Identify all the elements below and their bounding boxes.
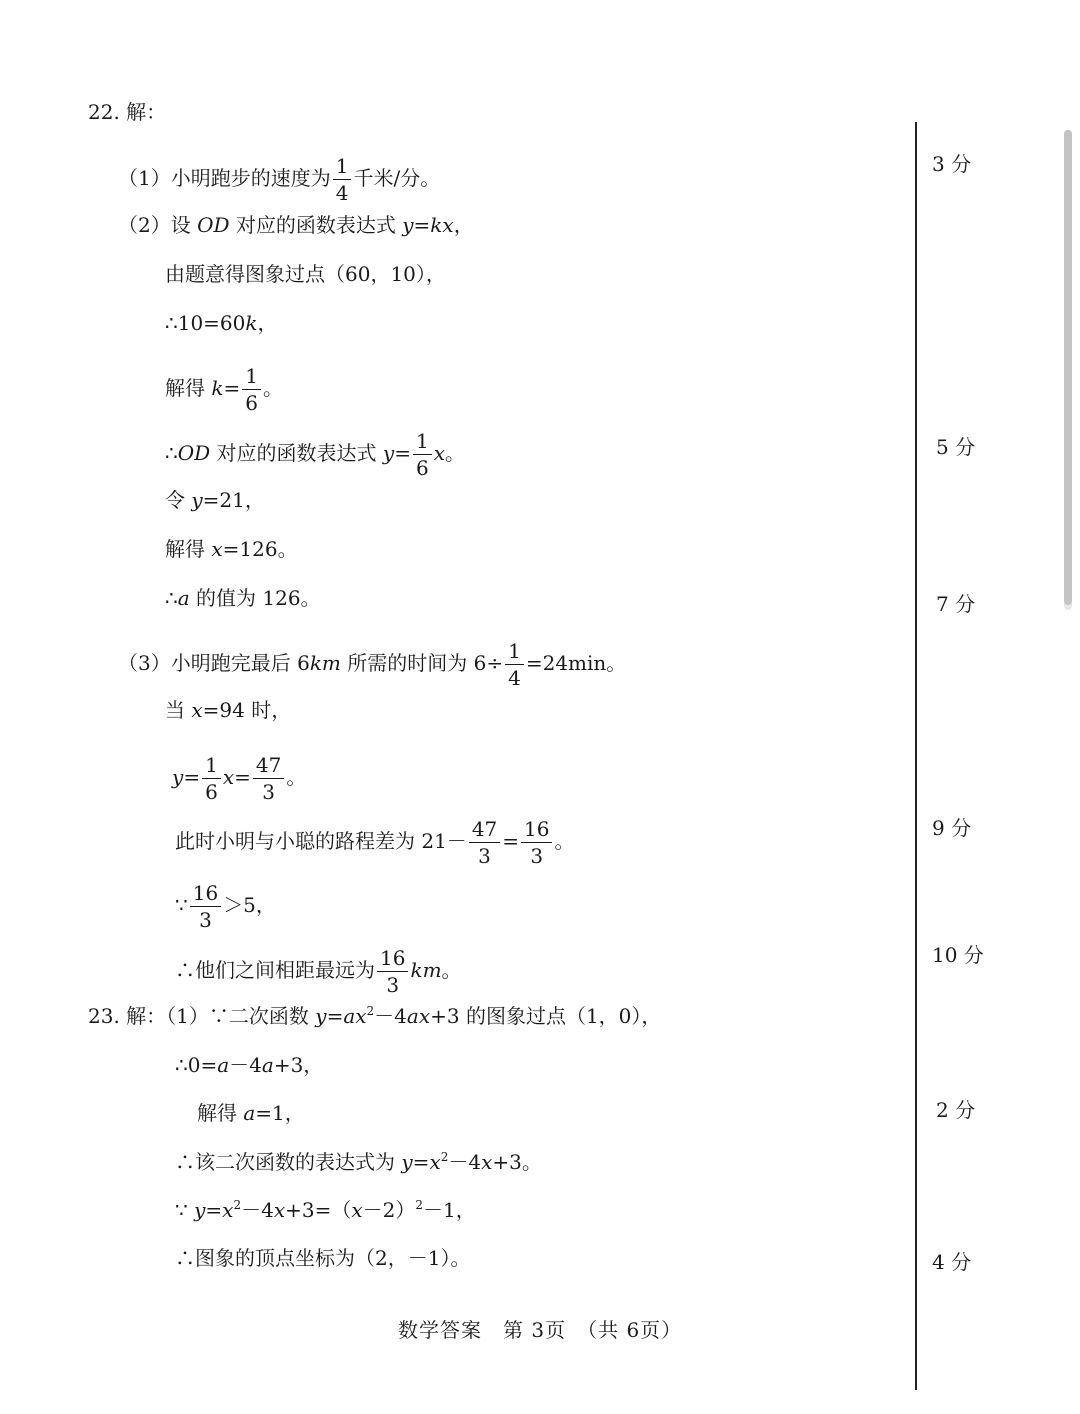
q22-distance-diff-line: 此时小明与小聪的路程差为 21－ $\frac{47}{3}$ = $\frac{16}{3}$ 。	[175, 817, 575, 868]
fraction: $\frac{1}{4}$	[505, 641, 524, 688]
fraction: $\frac{1}{6}$	[202, 755, 221, 802]
scrollbar-thumb[interactable]	[1064, 130, 1072, 605]
q22-equation-line: ∴10=60k，	[165, 311, 278, 335]
page-footer: 数学答案 第 3页 （共 6页）	[398, 1318, 683, 1342]
q23-line1: 23. 解：（1）∵二次函数 $y=ax^2-4ax+3$ 的图象过点（1，0），	[88, 1004, 662, 1028]
fraction: $\frac{1}{6}$	[242, 366, 261, 413]
q22-farthest-line: ∴他们之间相距最远为 $\frac{16}{3}$ km。	[175, 946, 462, 997]
q23-line2: ∴0=a－4a+3，	[175, 1053, 324, 1077]
fraction: $\frac{47}{3}$	[253, 755, 284, 802]
q22-solve-k-line: 解得 k= $\frac{1}{6}$ 。	[165, 364, 283, 415]
fraction: $\frac{47}{3}$	[469, 819, 500, 866]
score-9: 9 分	[932, 816, 972, 840]
q23-line3: 解得 a=1，	[197, 1101, 305, 1125]
q22-a-value-line: ∴a 的值为 126。	[165, 586, 321, 610]
score-column-divider	[915, 122, 917, 1390]
fraction: $\frac{1}{4}$	[333, 156, 352, 203]
score-10: 10 分	[932, 943, 984, 967]
score-5: 5 分	[936, 435, 976, 459]
fraction: $\frac{16}{3}$	[377, 948, 408, 995]
score-2: 2 分	[936, 1098, 976, 1122]
fraction: $\frac{1}{6}$	[413, 431, 432, 478]
q22-compare-line: ∵ $\frac{16}{3}$ ＞5，	[175, 881, 276, 932]
q22-heading: 22. 解：	[88, 100, 167, 124]
q22-y-value-line: y= $\frac{1}{6}$ x= $\frac{47}{3}$ 。	[172, 753, 307, 804]
fraction: $\frac{16}{3}$	[190, 883, 221, 930]
q22-part1: （1）小明跑步的速度为 $\frac{1}{4}$ 千米/分。	[118, 154, 441, 205]
q22-when-x-line: 当 x=94 时，	[165, 698, 292, 722]
fraction: $\frac{16}{3}$	[521, 819, 552, 866]
q22-od-expression-line: ∴OD 对应的函数表达式 y= $\frac{1}{6}$ x。	[165, 429, 465, 480]
q22-solve-x-line: 解得 x=126。	[165, 537, 298, 561]
q23-line6: ∴图象的顶点坐标为（2，－1）。	[175, 1246, 471, 1270]
q22-let-y-line: 令 y=21，	[165, 488, 265, 512]
q22-point-line: 由题意得图象过点（60，10），	[165, 262, 446, 286]
q23-line4: ∴该二次函数的表达式为 $y=x^2-4x+3$。	[175, 1150, 542, 1174]
q22-part3: （3）小明跑完最后 6km 所需的时间为 6÷ $\frac{1}{4}$ =24min。	[118, 639, 627, 690]
q23-line5: ∵ $y=x^2-4x+3=(x-2)^2-1$，	[175, 1198, 476, 1222]
score-4: 4 分	[932, 1250, 972, 1274]
q22-part2: （2）设 OD 对应的函数表达式 y=kx，	[118, 213, 474, 237]
score-3: 3 分	[932, 152, 972, 176]
score-7: 7 分	[936, 592, 976, 616]
